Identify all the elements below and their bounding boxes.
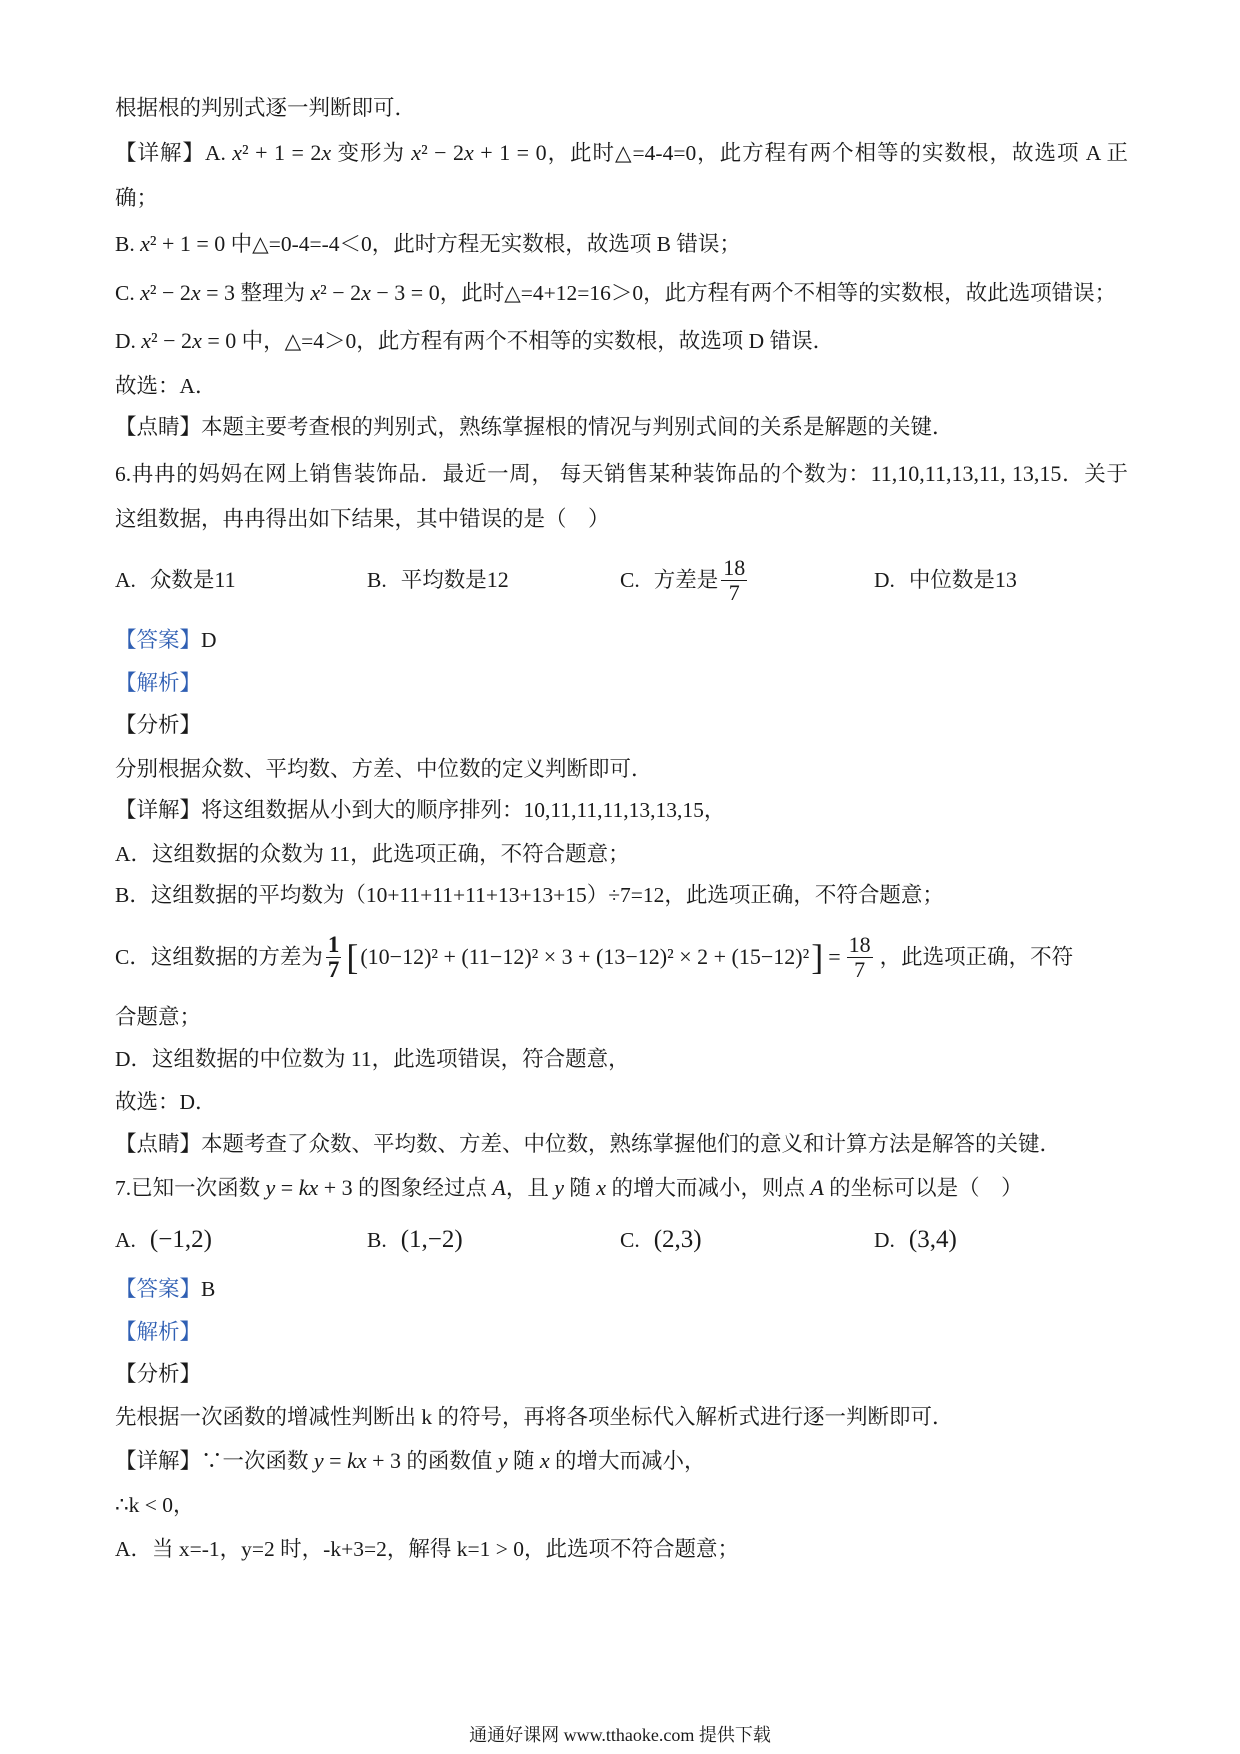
q5-detail-a-line <box>115 138 1128 168</box>
answer-value: D <box>201 628 217 652</box>
option-label: C. <box>620 1228 640 1252</box>
q7-method-label: 【分析】 <box>115 1362 202 1386</box>
q6-detail-c-line <box>115 931 1074 982</box>
q6-option-a <box>115 565 236 595</box>
q5-detail-c-line <box>115 278 1116 308</box>
point-symbol <box>810 1175 823 1200</box>
q7-detail-line3: A．当 x=-1，y=2 时，-k+3=2，解得 k=1 > 0，此选项不符合题意； <box>115 1537 739 1561</box>
q5-detail-a-continuation: 确； <box>115 186 159 210</box>
text-segment: ∵一次函数 <box>201 1449 314 1473</box>
fraction-numerator: 1 <box>327 931 340 957</box>
equation: x² + 1 = 0 <box>140 231 226 256</box>
math-variable: x <box>308 1175 319 1200</box>
option-fraction <box>721 556 747 605</box>
data-values: 11,10,11,13,11, 13,15 <box>870 461 1062 486</box>
math-variable: x <box>596 1175 607 1200</box>
result-fraction <box>847 933 873 982</box>
q6-option-d <box>874 565 1017 595</box>
text-segment: ．关于 <box>1061 462 1128 486</box>
math-variable: A <box>492 1175 506 1200</box>
q6-method-label: 【分析】 <box>115 713 202 737</box>
variable-symbol <box>540 1448 550 1473</box>
q6-option-c <box>620 554 750 605</box>
math-variable: k <box>347 1448 357 1473</box>
fraction-numerator: 18 <box>848 931 871 957</box>
option-value: (3,4) <box>908 1226 957 1253</box>
text-segment: 随 <box>507 1449 540 1473</box>
option-value: 11 <box>214 567 236 592</box>
math-variable: x <box>464 140 474 165</box>
option-prefix: C. <box>115 281 141 305</box>
q6-detail-c-continuation: 合题意； <box>115 1005 202 1029</box>
q6-stem-line1 <box>115 459 1128 489</box>
math-variable: x <box>356 1448 367 1473</box>
comment-label: 【点睛】 <box>115 1132 202 1156</box>
option-label: A. <box>115 568 136 592</box>
equation: x² − 2x = 0 <box>141 328 237 353</box>
option-label: A. <box>115 1228 136 1252</box>
variance-expression: (10−12)² + (11−12)² × 3 + (13−12)² × 2 + (15−12)² <box>360 944 810 969</box>
q6-detail-d-line: D．这组数据的中位数为 11，此选项错误，符合题意， <box>115 1047 630 1071</box>
option-value: (−1,2) <box>149 1226 212 1253</box>
comment-label: 【点睛】 <box>115 415 202 439</box>
option-value: 12 <box>486 567 509 592</box>
text-segment: ，此时△=4-4=0，此方程有两个相等的实数根，故选项 A 正 <box>546 141 1128 165</box>
text-segment: 的增大而减小，则点 <box>606 1176 811 1200</box>
math-variable: x <box>140 280 150 305</box>
equation: x² − 2x − 3 = 0 <box>310 280 440 305</box>
text-segment: 6.冉冉的妈妈在网上销售装饰品．最近一周， 每天销售某种装饰品的个数为： <box>115 462 871 486</box>
math-variable: A <box>810 1175 824 1200</box>
text-segment: 的坐标可以是（ ） <box>823 1176 1023 1200</box>
q6-method-text: 分别根据众数、平均数、方差、中位数的定义判断即可． <box>115 757 653 781</box>
math-variable: x <box>539 1448 550 1473</box>
math-variable: y <box>313 1448 324 1473</box>
q7-option-b <box>367 1225 463 1255</box>
text-segment: 的函数值 <box>401 1449 498 1473</box>
q6-detail-a-line: A．这组数据的众数为 11，此选项正确，不符合题意； <box>115 842 630 866</box>
option-prefix: D. <box>115 329 142 353</box>
text-segment: ，此时△=4+12=16＞0，此方程有两个不相等的实数根，故此选项错误； <box>439 281 1117 305</box>
math-variable: x <box>141 328 152 353</box>
option-label: C. <box>620 568 640 592</box>
text-segment: 将这组数据从小到大的顺序排列：10,11,11,11,13,13,15， <box>201 798 726 822</box>
variable-symbol <box>498 1448 508 1473</box>
q5-detail-d-line <box>115 326 834 356</box>
q7-analysis-label: 【解析】 <box>115 1320 202 1344</box>
q7-detail-line2: ∴k < 0， <box>115 1493 195 1517</box>
q7-option-d <box>874 1225 957 1255</box>
comment-text: 本题考查了众数、平均数、方差、中位数，熟练掌握他们的意义和计算方法是解答的关键． <box>201 1132 1062 1156</box>
q7-answer-line <box>115 1274 215 1304</box>
q6-detail-b-line: B．这组数据的平均数为（10+11+11+11+13+13+15）÷7=12，此选项正确，不符合题意； <box>115 883 944 907</box>
text-segment: 中，△=4＞0，此方程有两个不相等的实数根，故选项 D 错误． <box>236 329 835 353</box>
q7-method-text: 先根据一次函数的增减性判断出 k 的符号，再将各项坐标代入解析式进行逐一判断即可． <box>115 1405 954 1429</box>
q5-comment-line <box>115 412 954 442</box>
q7-option-a <box>115 1225 212 1255</box>
detail-label: 【详解】 <box>115 1449 202 1473</box>
option-value: (2,3) <box>653 1226 702 1253</box>
equation: x² − 2x + 1 = 0 <box>411 140 547 165</box>
right-bracket: ] <box>811 937 824 977</box>
fraction-numerator: 18 <box>723 554 746 580</box>
fraction-denominator: 7 <box>327 956 340 982</box>
text-segment: ，且 <box>505 1176 555 1200</box>
answer-label: 【答案】 <box>115 1277 202 1301</box>
q6-answer-line <box>115 625 217 655</box>
point-symbol <box>492 1175 505 1200</box>
fraction-denominator: 7 <box>854 956 866 982</box>
fraction-denominator: 7 <box>728 579 740 605</box>
math-variable: x <box>310 280 321 305</box>
text-segment: 的增大而减小， <box>549 1449 706 1473</box>
variable-symbol <box>596 1175 606 1200</box>
q6-conclusion: 故选：D． <box>115 1090 217 1114</box>
math-variable: x <box>140 231 150 256</box>
detail-label: 【详解】 <box>115 798 202 822</box>
equation: x² − 2x = 3 <box>140 280 236 305</box>
text-segment: 整理为 <box>235 281 311 305</box>
math-variable: y <box>554 1175 565 1200</box>
math-variable: y <box>497 1448 508 1473</box>
detail-label: 【详解】 <box>115 141 205 165</box>
math-variable: x <box>190 280 201 305</box>
answer-value: B <box>201 1277 216 1301</box>
function-expression: y = kx + 3 <box>313 1448 402 1473</box>
text-segment: ，此选项正确，不符 <box>879 945 1074 969</box>
option-prefix: B. <box>115 232 141 256</box>
option-label: B. <box>367 568 387 592</box>
q7-detail-line1 <box>115 1446 706 1476</box>
math-variable: x <box>321 140 332 165</box>
option-label: B. <box>367 1228 387 1252</box>
q6-detail-sorted-line <box>115 795 725 825</box>
option-prefix: A. <box>204 141 233 165</box>
left-bracket: [ <box>346 937 359 977</box>
q5-detail-b-line <box>115 229 741 259</box>
option-label: D. <box>874 1228 895 1252</box>
option-text: 众数是 <box>149 568 215 592</box>
text-segment: 随 <box>564 1176 597 1200</box>
text-segment: C．这组数据的方差为 <box>115 945 323 969</box>
option-value: (1,−2) <box>400 1226 463 1253</box>
q7-stem-line <box>115 1173 1023 1203</box>
option-label: D. <box>874 568 895 592</box>
option-value: 13 <box>994 567 1017 592</box>
q6-option-b <box>367 565 509 595</box>
answer-label: 【答案】 <box>115 628 202 652</box>
text-segment: 的图象经过点 <box>352 1176 493 1200</box>
math-variable: y <box>265 1175 276 1200</box>
q5-conclusion: 故选：A． <box>115 374 217 398</box>
option-text: 中位数是 <box>908 568 995 592</box>
option-text: 方差是 <box>653 568 719 592</box>
q6-analysis-label: 【解析】 <box>115 671 202 695</box>
q5-intro-line: 根据根的判别式逐一判断即可． <box>115 96 417 120</box>
text-segment: 中△=0-4=-4＜0，此时方程无实数根，故选项 B 错误； <box>225 232 741 256</box>
math-variable: x <box>361 280 371 305</box>
comment-text: 本题主要考查根的判别式，熟练掌握根的情况与判别式间的关系是解题的关键． <box>201 415 954 439</box>
coefficient-fraction <box>326 933 342 982</box>
equation: x² + 1 = 2x <box>232 140 332 165</box>
page-footer: 通通好课网 www.tthaoke.com 提供下载 <box>469 1725 771 1745</box>
q7-option-c <box>620 1225 702 1255</box>
q6-stem-line2: 这组数据，冉冉得出如下结果，其中错误的是（ ） <box>115 507 610 531</box>
math-variable: k <box>298 1175 309 1200</box>
text-segment: 变形为 <box>331 141 412 165</box>
math-variable: x <box>411 140 422 165</box>
math-variable: x <box>192 328 202 353</box>
option-text: 平均数是 <box>400 568 487 592</box>
variable-symbol <box>554 1175 564 1200</box>
math-variable: x <box>232 140 242 165</box>
equals-sign: = <box>828 944 841 969</box>
q6-comment-line <box>115 1129 1061 1159</box>
text-segment: 7.已知一次函数 <box>115 1176 266 1200</box>
function-expression: y = kx + 3 <box>265 1175 353 1200</box>
